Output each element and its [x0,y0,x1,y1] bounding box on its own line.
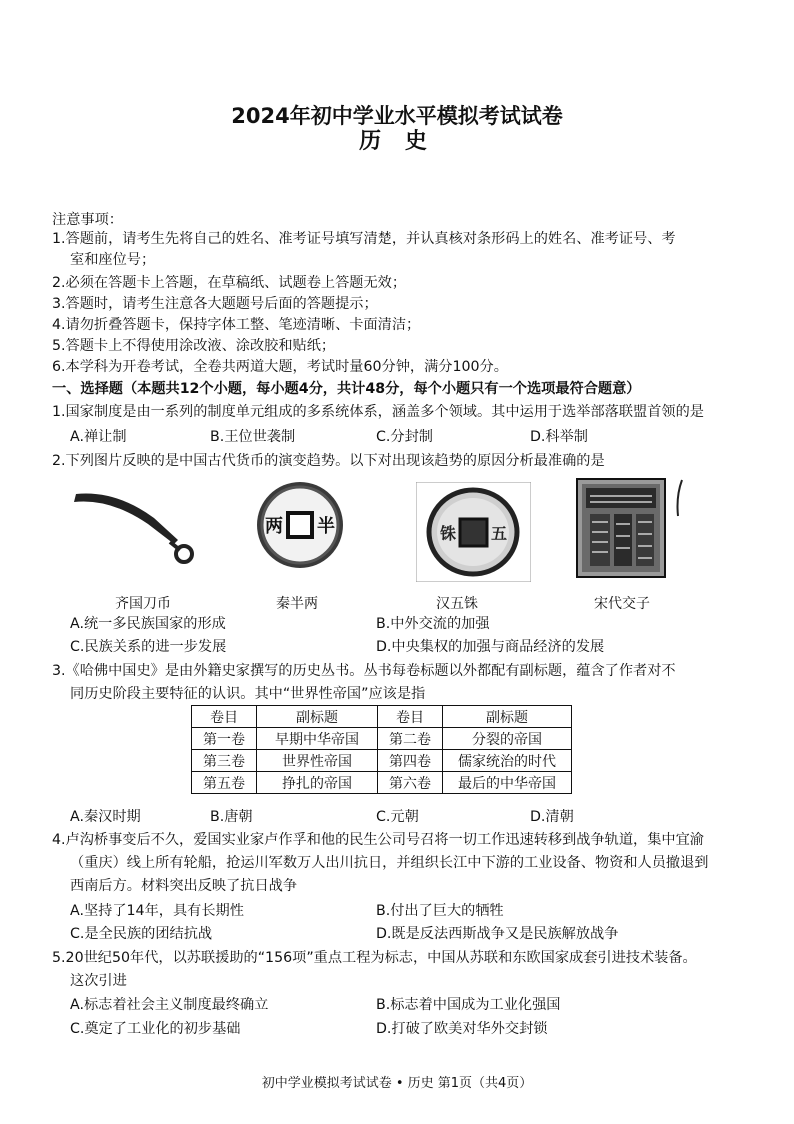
table-row [192,772,572,794]
table-cell: 第五卷 [192,772,257,794]
notice-item: 4.请勿折叠答题卡，保持字体工整、笔迹清晰、卡面清洁； [52,317,421,333]
pen-mark [672,478,686,518]
table-cell: 分裂的帝国 [443,728,572,750]
table-header-cell: 卷目 [378,706,443,728]
table-cell: 儒家统治的时代 [443,750,572,772]
coin-char: 五 [490,524,508,543]
option-d: D.既是反法西斯战争又是民族解放战争 [376,926,619,942]
table-cell: 第一卷 [192,728,257,750]
table-cell: 第六卷 [378,772,443,794]
table-cell: 最后的中华帝国 [443,772,572,794]
option-a: A.坚持了14年，具有长期性 [70,903,244,919]
section-heading: 一、选择题（本题共12个小题，每小题4分，共计48分，每个小题只有一个选项最符合题意） [52,381,641,397]
notice-item: 3.答题时，请考生注意各大题题号后面的答题提示； [52,296,378,312]
option-b: B.中外交流的加强 [376,616,490,632]
coin-char: 铢 [439,524,457,543]
notice-item: 6.本学科为开卷考试，全卷共两道大题，考试时量60分钟，满分100分。 [52,359,508,375]
question-stem: 5.20世纪50年代，以苏联援助的“156项”重点工程为标志，中国从苏联和东欧国家成套引进技术装备。 [52,950,697,966]
option-c: C.民族关系的进一步发展 [70,639,227,655]
notice-heading: 注意事项： [52,212,123,228]
wuzhu-coin-image [416,482,531,582]
option-c: C.是全民族的团结抗战 [70,926,213,942]
option-d: D.中央集权的加强与商品经济的发展 [376,639,605,655]
table-cell: 世界性帝国 [257,750,378,772]
option-c: C.奠定了工业化的初步基础 [70,1021,241,1037]
option-a: A.秦汉时期 [70,809,141,825]
option-a: A.标志着社会主义制度最终确立 [70,997,269,1013]
banliang-coin-image [255,480,345,570]
knife-coin-image [70,488,200,568]
page-footer: 初中学业模拟考试试卷 • 历史 第1页（共4页） [261,1076,533,1091]
coin-char: 半 [317,516,335,537]
option-b: B.标志着中国成为工业化强国 [376,997,561,1013]
question-stem: 2.下列图片反映的是中国古代货币的演变趋势。以下对出现该趋势的原因分析最准确的是 [52,453,605,469]
option-b: B.唐朝 [210,809,253,825]
table-header-cell: 副标题 [257,706,378,728]
option-d: D.清朝 [530,809,574,825]
option-c: C.分封制 [376,429,433,445]
table-row [192,728,572,750]
option-c: C.元朝 [376,809,419,825]
notice-item: 1.答题前，请考生先将自己的姓名、准考证号填写清楚，并认真核对条形码上的姓名、准考证号、考 [52,231,676,247]
subject-title: 历 史 [359,129,435,154]
notice-item: 室和座位号； [70,252,156,268]
table-cell: 第四卷 [378,750,443,772]
question-stem: （重庆）线上所有轮船，抢运川军数万人出川抗日，并组织长江中下游的工业设备、物资和人员撤退到 [70,855,709,871]
jiaozi-banknote-image [576,478,666,578]
table-header-cell: 卷目 [192,706,257,728]
table-cell: 挣扎的帝国 [257,772,378,794]
image-caption: 齐国刀币 [115,596,171,612]
table-row [192,750,572,772]
table-cell: 第二卷 [378,728,443,750]
exam-title: 2024年初中学业水平模拟考试试卷 [231,104,563,128]
question-stem: 3.《哈佛中国史》是由外籍史家撰写的历史丛书。丛书每卷标题以外都配有副标题，蕴含了作者对不 [52,663,676,679]
image-caption: 宋代交子 [594,596,650,612]
notice-item: 2.必须在答题卡上答题，在草稿纸、试题卷上答题无效； [52,275,407,291]
question-stem: 同历史阶段主要特征的认识。其中“世界性帝国”应该是指 [70,686,426,702]
notice-item: 5.答题卡上不得使用涂改液、涂改胶和贴纸； [52,338,336,354]
image-caption: 汉五铢 [436,596,478,612]
volume-table [191,705,572,794]
coin-char: 两 [265,516,283,537]
question-stem: 西南后方。材料突出反映了抗日战争 [70,878,298,894]
option-a: A.禅让制 [70,429,127,445]
table-cell: 第三卷 [192,750,257,772]
question-stem: 1.国家制度是由一系列的制度单元组成的多系统体系，涵盖多个领域。其中运用于选举部落联盟首领的是 [52,404,704,420]
table-cell: 早期中华帝国 [257,728,378,750]
table-header-cell: 副标题 [443,706,572,728]
option-b: B.王位世袭制 [210,429,296,445]
question-stem: 这次引进 [70,973,127,989]
option-d: D.科举制 [530,429,588,445]
option-b: B.付出了巨大的牺牲 [376,903,504,919]
question-stem: 4.卢沟桥事变后不久，爱国实业家卢作孚和他的民生公司号召将一切工作迅速转移到战争轨道，集中宜渝 [52,832,704,848]
option-d: D.打破了欧美对华外交封锁 [376,1021,548,1037]
table-header-row [192,706,572,728]
image-caption: 秦半两 [276,596,318,612]
option-a: A.统一多民族国家的形成 [70,616,226,632]
